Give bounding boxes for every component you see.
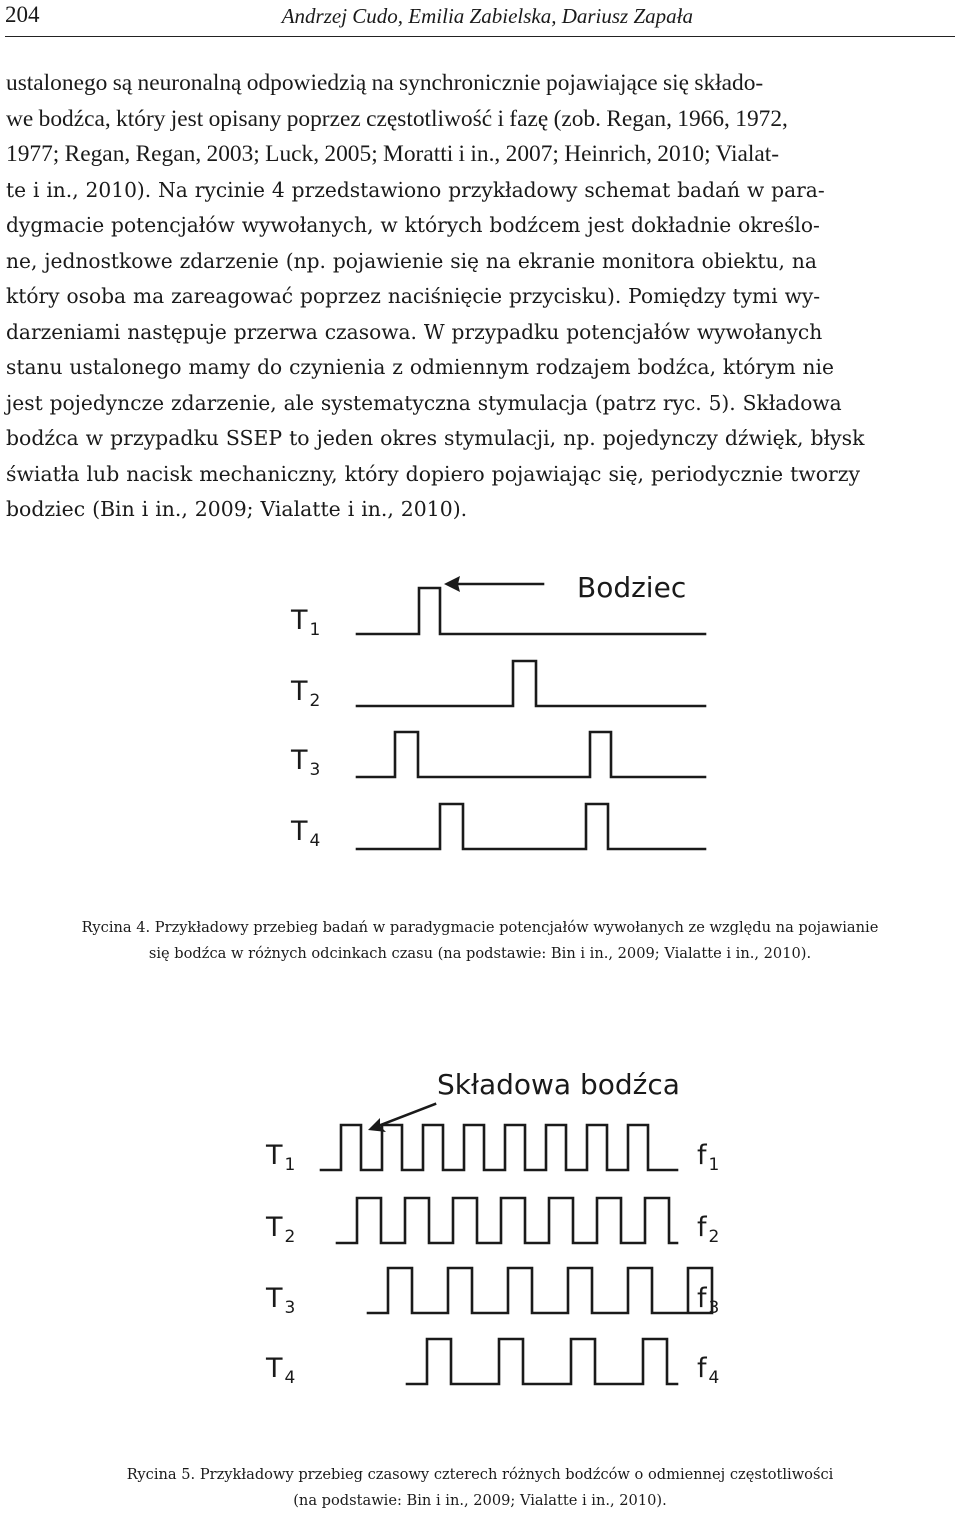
caption-line: Rycina 4. Przykładowy przebieg badań w paradygmacie potencjałów wywołanych ze względu na pojawianie [81,919,879,936]
text-line: te i in., 2010). Na rycinie 4 przedstawiono przykładowy schemat badań w para- [6,177,825,202]
freq-label-f1: f $_1$ [697,1140,720,1175]
row-label-t2: T $_2$ [266,1212,296,1247]
row-label-t3: T $_3$ [266,1283,296,1318]
freq-label-f3: f $_3$ [697,1283,720,1318]
caption-line: Rycina 5. Przykładowy przebieg czasowy czterech różnych bodźców o odmiennej częstotliwości [126,1466,834,1483]
signal-line-t4 [407,1339,677,1384]
caption-line: (na podstawie: Bin i in., 2009; Vialatte i in., 2010). [293,1492,667,1509]
page-number: 204 [5,2,40,27]
text-line: który osoba ma zareagować poprzez naciśnięcie przycisku). Pomiędzy tymi wy- [6,284,821,308]
row-label-t4: T $_4$ [266,1353,296,1388]
row-label-t1: T $_1$ [266,1140,296,1175]
figure-5-caption [12,1462,948,1514]
arrow-line [378,1104,435,1126]
row-label-t2: T $_2$ [291,676,321,711]
text-line: ustalonego są neuronalną odpowiedzią na synchronicznie pojawiające się składo- [6,70,764,96]
freq-label-f2: f $_2$ [697,1212,720,1247]
text-line: we bodźca, który jest opisany poprzez częstotliwość i fazę (zob. Regan, 1966, 1972, [6,105,788,132]
signal-line-t1 [321,1125,677,1170]
stimulus-component-label: Składowa bodźca [437,1068,680,1101]
signal-line-t4 [357,804,705,849]
body-paragraph [6,66,954,528]
signal-line-t2 [357,661,705,706]
text-line: jest pojedyncze zdarzenie, ale systematyczna stymulacja (patrz ryc. 5). Składowa [6,390,842,415]
signal-line-t2 [337,1198,677,1243]
caption-line: się bodźca w różnych odcinkach czasu (na podstawie: Bin i in., 2009; Vialatte i in., 2010). [148,945,812,962]
row-label-t1: T $_1$ [291,605,321,640]
text-line: bodziec (Bin i in., 2009; Vialatte i in., 2010). [6,497,468,521]
text-line: 1977; Regan, Regan, 2003; Luck, 2005; Moratti i in., 2007; Heinrich, 2010; Vialat- [6,141,780,167]
figure-5-diagram [0,1060,960,1400]
row-label-t4: T $_4$ [291,816,321,851]
text-line: stanu ustalonego mamy do czynienia z odmiennym rodzajem bodźca, którym nie [6,355,834,379]
text-line: dygmacie potencjałów wywołanych, w których bodźcem jest dokładnie określo- [6,213,820,237]
figure-4-diagram [0,560,960,860]
stimulus-label: Bodziec [577,571,687,604]
page-header [5,0,955,37]
signal-line-t3 [368,1268,712,1313]
text-line: bodźca w przypadku SSEP to jeden okres stymulacji, np. pojedynczy dźwięk, błysk [6,426,865,450]
freq-label-f4: f $_4$ [697,1353,720,1388]
text-line: ne, jednostkowe zdarzenie (np. pojawienie się na ekranie monitora obiektu, na [6,248,817,273]
signal-line-t3 [357,732,705,777]
text-line: światła lub nacisk mechaniczny, który dopiero pojawiając się, periodycznie tworzy [6,461,861,486]
figure-4-caption [12,915,948,967]
arrow-head [444,576,460,592]
row-label-t3: T $_3$ [291,745,321,780]
text-line: darzeniami następuje przerwa czasowa. W przypadku potencjałów wywołanych [6,319,823,344]
running-head-authors: Andrzej Cudo, Emilia Zabielska, Dariusz Zapała [281,4,693,28]
